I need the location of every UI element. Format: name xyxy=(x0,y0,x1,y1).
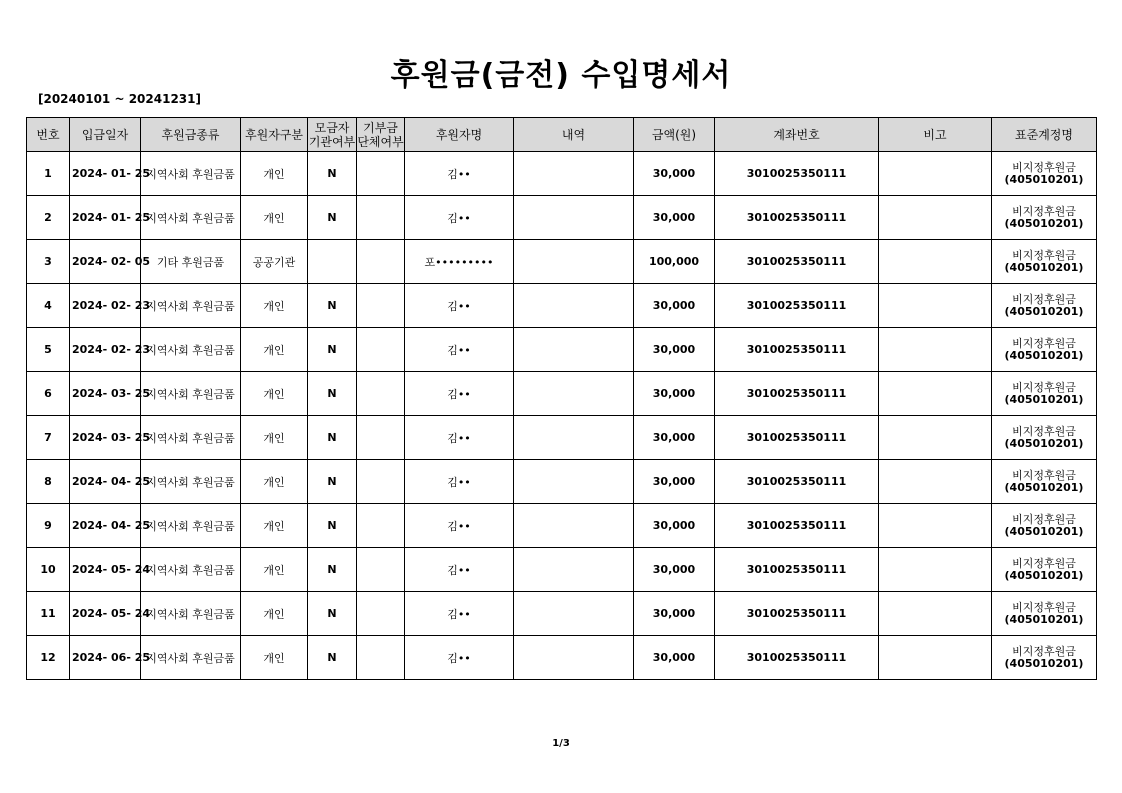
cell-date: 2024- 03- 25 xyxy=(70,416,141,460)
cell-date: 2024- 05- 24 xyxy=(70,548,141,592)
page-number: 1/3 xyxy=(552,738,570,749)
cell-fundraiser: N xyxy=(308,504,357,548)
cell-detail xyxy=(514,504,634,548)
cell-fundraiser: N xyxy=(308,152,357,196)
std-account-name: 비지정후원금 xyxy=(1012,424,1076,438)
std-account-name: 비지정후원금 xyxy=(1012,292,1076,306)
cell-account: 3010025350111 xyxy=(715,240,879,284)
cell-number: 2 xyxy=(27,196,70,240)
cell-donor-name: 김•• xyxy=(405,152,514,196)
donation-income-table xyxy=(26,117,1097,680)
table-row xyxy=(27,328,1097,372)
cell-fundraiser: N xyxy=(308,416,357,460)
table-row xyxy=(27,152,1097,196)
std-account-code: (405010201) xyxy=(1004,612,1084,626)
cell-date: 2024- 05- 24 xyxy=(70,592,141,636)
cell-std-account xyxy=(992,504,1097,548)
cell-donation-type: 지역사회 후원금품 xyxy=(141,152,241,196)
cell-donation-type: 지역사회 후원금품 xyxy=(141,196,241,240)
col-header-donation-type: 후원금종류 xyxy=(141,118,241,152)
cell-number: 1 xyxy=(27,152,70,196)
cell-detail xyxy=(514,372,634,416)
std-account-code: (405010201) xyxy=(1004,348,1084,362)
cell-amount: 30,000 xyxy=(634,504,715,548)
cell-number: 11 xyxy=(27,592,70,636)
cell-note xyxy=(879,460,992,504)
table-row xyxy=(27,284,1097,328)
cell-donor-type: 개인 xyxy=(241,548,308,592)
std-account-code: (405010201) xyxy=(1004,304,1084,318)
cell-date: 2024- 02- 05 xyxy=(70,240,141,284)
cell-account: 3010025350111 xyxy=(715,284,879,328)
cell-std-account xyxy=(992,240,1097,284)
cell-account: 3010025350111 xyxy=(715,504,879,548)
cell-std-account xyxy=(992,328,1097,372)
cell-donor-type: 개인 xyxy=(241,196,308,240)
cell-donation-org xyxy=(357,460,405,504)
cell-amount: 30,000 xyxy=(634,548,715,592)
cell-amount: 100,000 xyxy=(634,240,715,284)
cell-donation-org xyxy=(357,636,405,680)
cell-donation-type: 지역사회 후원금품 xyxy=(141,328,241,372)
std-account-code: (405010201) xyxy=(1004,436,1084,450)
std-account-name: 비지정후원금 xyxy=(1012,468,1076,482)
cell-donation-type: 지역사회 후원금품 xyxy=(141,416,241,460)
std-account-code: (405010201) xyxy=(1004,524,1084,538)
col-header-detail: 내역 xyxy=(514,118,634,152)
cell-note xyxy=(879,152,992,196)
cell-donor-name: 김•• xyxy=(405,592,514,636)
cell-account: 3010025350111 xyxy=(715,152,879,196)
col-header-date: 입금일자 xyxy=(70,118,141,152)
cell-donation-org xyxy=(357,504,405,548)
cell-donor-name: 김•• xyxy=(405,328,514,372)
table-row xyxy=(27,240,1097,284)
cell-date: 2024- 01- 25 xyxy=(70,152,141,196)
std-account-name: 비지정후원금 xyxy=(1012,556,1076,570)
cell-donor-name: 김•• xyxy=(405,416,514,460)
col-header-amount: 금액(원) xyxy=(634,118,715,152)
cell-donation-type: 지역사회 후원금품 xyxy=(141,460,241,504)
cell-fundraiser: N xyxy=(308,548,357,592)
table-row xyxy=(27,196,1097,240)
cell-date: 2024- 03- 25 xyxy=(70,372,141,416)
cell-std-account xyxy=(992,592,1097,636)
cell-date: 2024- 04- 25 xyxy=(70,504,141,548)
cell-number: 10 xyxy=(27,548,70,592)
cell-date: 2024- 04- 25 xyxy=(70,460,141,504)
cell-amount: 30,000 xyxy=(634,196,715,240)
cell-note xyxy=(879,196,992,240)
cell-detail xyxy=(514,592,634,636)
cell-account: 3010025350111 xyxy=(715,328,879,372)
table-row xyxy=(27,504,1097,548)
std-account-code: (405010201) xyxy=(1004,260,1084,274)
cell-amount: 30,000 xyxy=(634,284,715,328)
col-header-donation-org: 기부금 단체여부 xyxy=(357,118,405,152)
std-account-code: (405010201) xyxy=(1004,392,1084,406)
cell-detail xyxy=(514,328,634,372)
cell-std-account xyxy=(992,152,1097,196)
cell-donor-name: 김•• xyxy=(405,372,514,416)
table-row xyxy=(27,548,1097,592)
cell-amount: 30,000 xyxy=(634,372,715,416)
cell-number: 4 xyxy=(27,284,70,328)
cell-std-account xyxy=(992,460,1097,504)
std-account-code: (405010201) xyxy=(1004,656,1084,670)
cell-number: 12 xyxy=(27,636,70,680)
col-header-donor-name: 후원자명 xyxy=(405,118,514,152)
col-header-donor-type: 후원자구분 xyxy=(241,118,308,152)
table-row xyxy=(27,416,1097,460)
cell-donor-type: 개인 xyxy=(241,372,308,416)
col-header-std-account: 표준계정명 xyxy=(992,118,1097,152)
cell-number: 8 xyxy=(27,460,70,504)
cell-detail xyxy=(514,636,634,680)
std-account-name: 비지정후원금 xyxy=(1012,248,1076,262)
std-account-code: (405010201) xyxy=(1004,216,1084,230)
cell-detail xyxy=(514,416,634,460)
cell-account: 3010025350111 xyxy=(715,460,879,504)
cell-donation-org xyxy=(357,372,405,416)
cell-number: 9 xyxy=(27,504,70,548)
cell-detail xyxy=(514,460,634,504)
cell-donor-type: 개인 xyxy=(241,636,308,680)
cell-note xyxy=(879,592,992,636)
cell-detail xyxy=(514,284,634,328)
std-account-name: 비지정후원금 xyxy=(1012,336,1076,350)
cell-donation-type: 지역사회 후원금품 xyxy=(141,372,241,416)
cell-number: 6 xyxy=(27,372,70,416)
cell-note xyxy=(879,504,992,548)
cell-donor-name: 포••••••••• xyxy=(405,240,514,284)
cell-donation-type: 지역사회 후원금품 xyxy=(141,548,241,592)
cell-number: 3 xyxy=(27,240,70,284)
col-header-number: 번호 xyxy=(27,118,70,152)
cell-donor-type: 개인 xyxy=(241,328,308,372)
cell-std-account xyxy=(992,636,1097,680)
table-header-row xyxy=(27,118,1097,152)
table-row xyxy=(27,460,1097,504)
cell-note xyxy=(879,284,992,328)
cell-donation-org xyxy=(357,416,405,460)
cell-date: 2024- 02- 23 xyxy=(70,284,141,328)
cell-donation-type: 지역사회 후원금품 xyxy=(141,592,241,636)
cell-std-account xyxy=(992,196,1097,240)
cell-account: 3010025350111 xyxy=(715,196,879,240)
cell-detail xyxy=(514,548,634,592)
cell-donation-type: 지역사회 후원금품 xyxy=(141,284,241,328)
cell-fundraiser: N xyxy=(308,284,357,328)
cell-note xyxy=(879,372,992,416)
cell-donor-type: 개인 xyxy=(241,592,308,636)
cell-fundraiser xyxy=(308,240,357,284)
cell-amount: 30,000 xyxy=(634,152,715,196)
cell-donation-type: 지역사회 후원금품 xyxy=(141,636,241,680)
cell-donation-type: 기타 후원금품 xyxy=(141,240,241,284)
col-header-note: 비고 xyxy=(879,118,992,152)
cell-note xyxy=(879,636,992,680)
cell-donor-name: 김•• xyxy=(405,284,514,328)
period-range: [20240101 ~ 20241231] xyxy=(38,92,201,106)
cell-note xyxy=(879,548,992,592)
cell-amount: 30,000 xyxy=(634,592,715,636)
cell-donor-name: 김•• xyxy=(405,504,514,548)
cell-donation-org xyxy=(357,240,405,284)
cell-donor-type: 개인 xyxy=(241,416,308,460)
cell-donor-name: 김•• xyxy=(405,196,514,240)
cell-donation-org xyxy=(357,592,405,636)
cell-account: 3010025350111 xyxy=(715,416,879,460)
std-account-name: 비지정후원금 xyxy=(1012,160,1076,174)
cell-detail xyxy=(514,152,634,196)
std-account-name: 비지정후원금 xyxy=(1012,644,1076,658)
cell-donor-type: 개인 xyxy=(241,284,308,328)
col-header-fundraiser: 모금자 기관여부 xyxy=(308,118,357,152)
cell-date: 2024- 06- 25 xyxy=(70,636,141,680)
cell-donation-org xyxy=(357,548,405,592)
std-account-name: 비지정후원금 xyxy=(1012,380,1076,394)
cell-amount: 30,000 xyxy=(634,636,715,680)
std-account-name: 비지정후원금 xyxy=(1012,600,1076,614)
table-row xyxy=(27,636,1097,680)
cell-fundraiser: N xyxy=(308,372,357,416)
cell-amount: 30,000 xyxy=(634,416,715,460)
cell-number: 7 xyxy=(27,416,70,460)
cell-donor-type: 공공기관 xyxy=(241,240,308,284)
cell-detail xyxy=(514,240,634,284)
cell-fundraiser: N xyxy=(308,460,357,504)
cell-donation-org xyxy=(357,284,405,328)
cell-donation-org xyxy=(357,328,405,372)
cell-amount: 30,000 xyxy=(634,460,715,504)
cell-detail xyxy=(514,196,634,240)
cell-note xyxy=(879,416,992,460)
cell-donation-org xyxy=(357,152,405,196)
cell-std-account xyxy=(992,284,1097,328)
cell-donor-type: 개인 xyxy=(241,460,308,504)
cell-donation-org xyxy=(357,196,405,240)
cell-amount: 30,000 xyxy=(634,328,715,372)
document-title: 후원금(금전) 수입명세서 xyxy=(390,58,732,93)
cell-note xyxy=(879,240,992,284)
cell-std-account xyxy=(992,548,1097,592)
cell-date: 2024- 01- 25 xyxy=(70,196,141,240)
std-account-code: (405010201) xyxy=(1004,568,1084,582)
cell-account: 3010025350111 xyxy=(715,592,879,636)
table-row xyxy=(27,372,1097,416)
cell-account: 3010025350111 xyxy=(715,548,879,592)
std-account-name: 비지정후원금 xyxy=(1012,512,1076,526)
cell-donor-type: 개인 xyxy=(241,504,308,548)
cell-donor-name: 김•• xyxy=(405,636,514,680)
cell-fundraiser: N xyxy=(308,196,357,240)
cell-fundraiser: N xyxy=(308,636,357,680)
std-account-name: 비지정후원금 xyxy=(1012,204,1076,218)
cell-donation-type: 지역사회 후원금품 xyxy=(141,504,241,548)
cell-fundraiser: N xyxy=(308,328,357,372)
cell-donor-type: 개인 xyxy=(241,152,308,196)
cell-fundraiser: N xyxy=(308,592,357,636)
table-row xyxy=(27,592,1097,636)
std-account-code: (405010201) xyxy=(1004,172,1084,186)
cell-date: 2024- 02- 23 xyxy=(70,328,141,372)
cell-std-account xyxy=(992,372,1097,416)
cell-donor-name: 김•• xyxy=(405,548,514,592)
cell-note xyxy=(879,328,992,372)
std-account-code: (405010201) xyxy=(1004,480,1084,494)
cell-number: 5 xyxy=(27,328,70,372)
cell-donor-name: 김•• xyxy=(405,460,514,504)
cell-std-account xyxy=(992,416,1097,460)
col-header-account: 계좌번호 xyxy=(715,118,879,152)
cell-account: 3010025350111 xyxy=(715,372,879,416)
cell-account: 3010025350111 xyxy=(715,636,879,680)
